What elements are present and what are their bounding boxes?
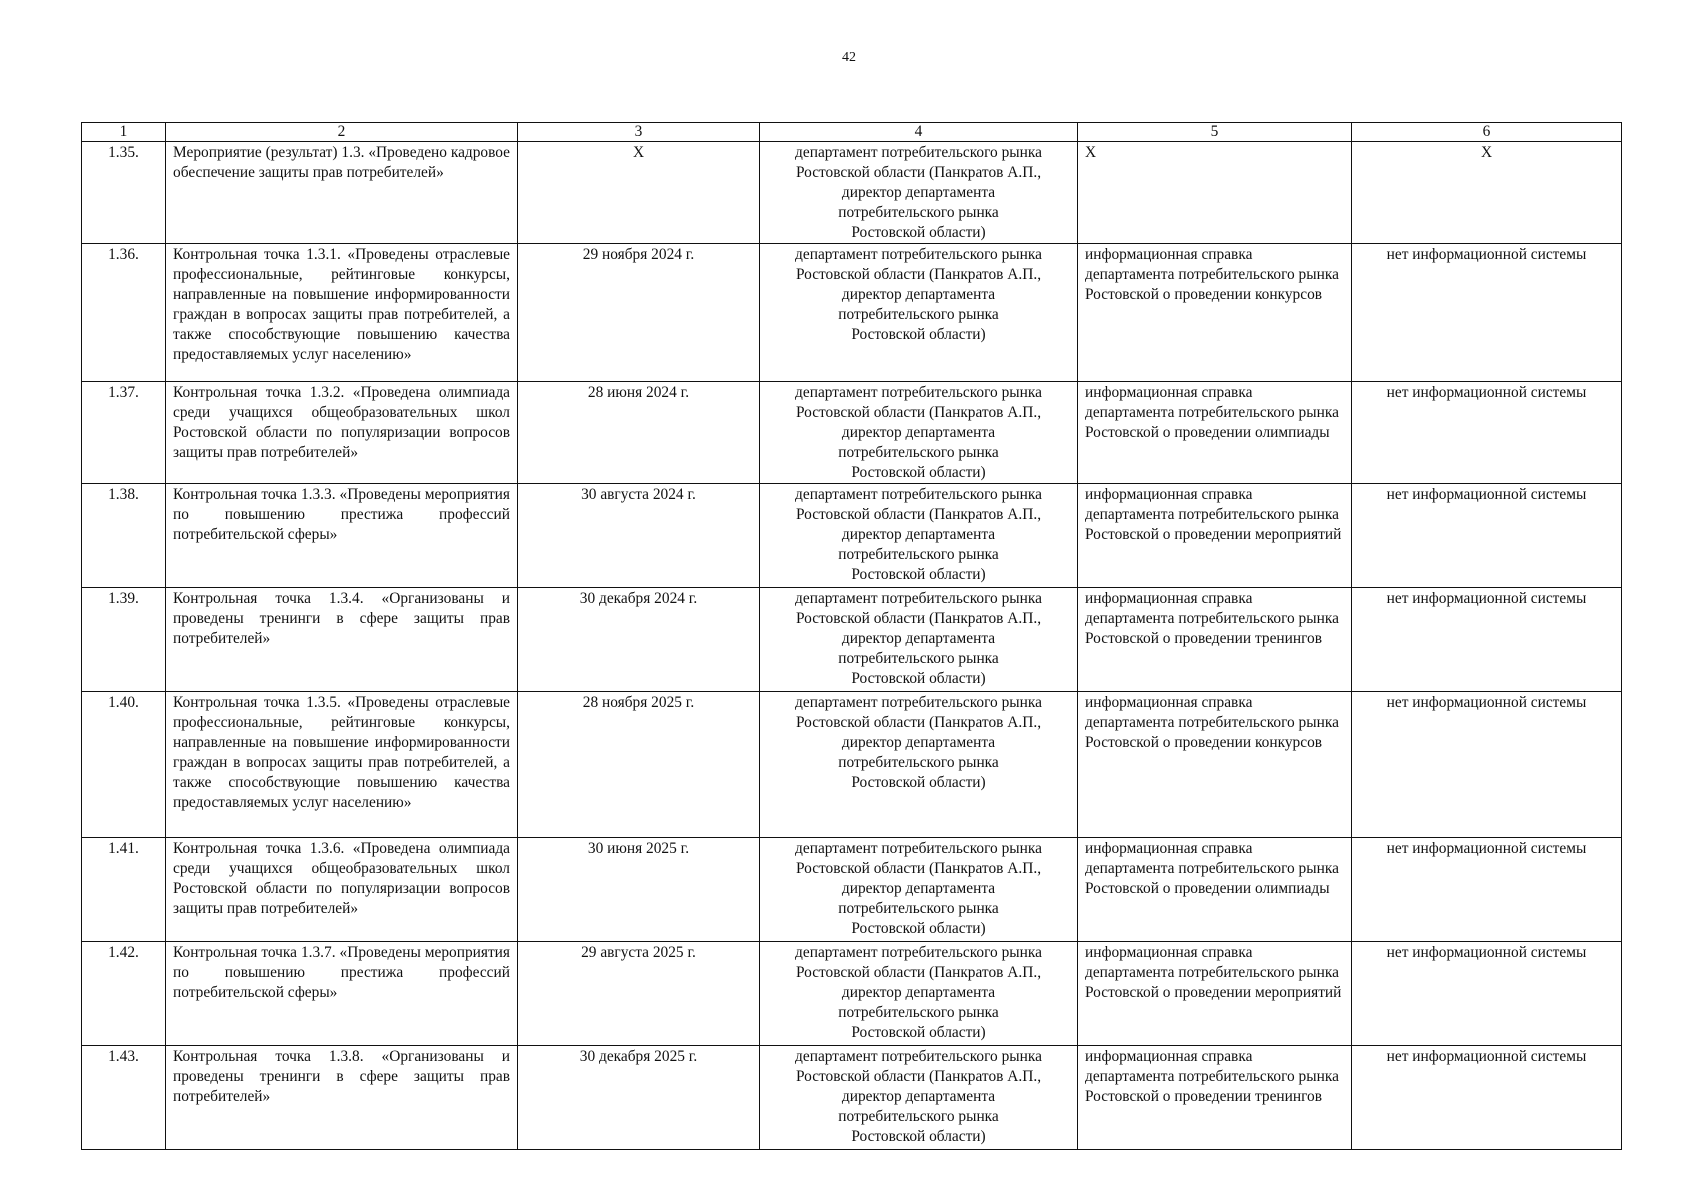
event-name: Контрольная точка 1.3.8. «Организованы и проведены тренинги в сфере защиты прав потребителей» (166, 1046, 518, 1150)
table-row (82, 142, 1622, 244)
responsible-line: Ростовской области) (851, 774, 986, 791)
event-name: Мероприятие (результат) 1.3. «Проведено кадровое обеспечение защиты прав потребителей» (166, 142, 518, 244)
responsible-line: департамент потребительского рынка (795, 590, 1042, 607)
responsible-line: Ростовской области (Панкратов А.П., (795, 506, 1042, 523)
responsible-line: потребительского рынка (838, 546, 999, 563)
responsible-line: Ростовской области (Панкратов А.П., (795, 404, 1042, 421)
due-date: 30 декабря 2024 г. (518, 588, 760, 692)
responsible-line: директор департамента (841, 1088, 996, 1105)
responsible-executor (760, 692, 1078, 838)
responsible-executor (760, 1046, 1078, 1150)
due-date: 28 июня 2024 г. (518, 382, 760, 484)
column-header: 2 (166, 123, 518, 142)
row-number: 1.39. (82, 588, 166, 692)
due-date: 28 ноября 2025 г. (518, 692, 760, 838)
table-row (82, 484, 1622, 588)
confirming-document: информационная справка департамента потребительского рынка Ростовской о проведении олимпиады (1078, 382, 1352, 484)
responsible-line: потребительского рынка (838, 1004, 999, 1021)
table-row (82, 382, 1622, 484)
responsible-line: потребительского рынка (838, 900, 999, 917)
page-number: 42 (842, 50, 856, 65)
information-system: нет информационной системы (1352, 692, 1622, 838)
event-name: Контрольная точка 1.3.2. «Проведена олимпиада среди учащихся общеобразовательных школ Ростовской области по популяризации вопросов защиты прав потребителей» (166, 382, 518, 484)
confirming-document: информационная справка департамента потребительского рынка Ростовской о проведении олимпиады (1078, 838, 1352, 942)
responsible-line: потребительского рынка (838, 306, 999, 323)
information-system: нет информационной системы (1352, 942, 1622, 1046)
table-row (82, 1046, 1622, 1150)
responsible-executor (760, 484, 1078, 588)
plan-table (81, 122, 1622, 1150)
responsible-line: директор департамента (841, 526, 996, 543)
responsible-line: Ростовской области) (851, 566, 986, 583)
information-system: нет информационной системы (1352, 838, 1622, 942)
confirming-document: информационная справка департамента потребительского рынка Ростовской о проведении тренингов (1078, 1046, 1352, 1150)
information-system: нет информационной системы (1352, 382, 1622, 484)
responsible-line: департамент потребительского рынка (795, 1048, 1042, 1065)
event-name: Контрольная точка 1.3.7. «Проведены мероприятия по повышению престижа профессий потребительской сферы» (166, 942, 518, 1046)
responsible-executor (760, 244, 1078, 382)
confirming-document: информационная справка департамента потребительского рынка Ростовской о проведении тренингов (1078, 588, 1352, 692)
row-number: 1.36. (82, 244, 166, 382)
responsible-line: Ростовской области (Панкратов А.П., (795, 964, 1042, 981)
event-name: Контрольная точка 1.3.6. «Проведена олимпиада среди учащихся общеобразовательных школ Ростовской области по популяризации вопросов защиты прав потребителей» (166, 838, 518, 942)
responsible-line: департамент потребительского рынка (795, 384, 1042, 401)
responsible-line: Ростовской области (Панкратов А.П., (795, 860, 1042, 877)
responsible-line: директор департамента (841, 630, 996, 647)
responsible-line: департамент потребительского рынка (795, 144, 1042, 161)
responsible-line: директор департамента (841, 286, 996, 303)
due-date: 30 июня 2025 г. (518, 838, 760, 942)
responsible-line: потребительского рынка (838, 444, 999, 461)
responsible-line: директор департамента (841, 984, 996, 1001)
information-system: нет информационной системы (1352, 588, 1622, 692)
confirming-document: информационная справка департамента потребительского рынка Ростовской о проведении мероприятий (1078, 942, 1352, 1046)
confirming-document: Х (1078, 142, 1352, 244)
column-number-row (82, 123, 1622, 142)
due-date: 30 декабря 2025 г. (518, 1046, 760, 1150)
row-number: 1.37. (82, 382, 166, 484)
responsible-line: Ростовской области) (851, 326, 986, 343)
responsible-line: директор департамента (841, 424, 996, 441)
information-system: нет информационной системы (1352, 244, 1622, 382)
confirming-document: информационная справка департамента потребительского рынка Ростовской о проведении конкурсов (1078, 244, 1352, 382)
due-date: 30 августа 2024 г. (518, 484, 760, 588)
event-name: Контрольная точка 1.3.3. «Проведены мероприятия по повышению престижа профессий потребительской сферы» (166, 484, 518, 588)
responsible-line: директор департамента (841, 184, 996, 201)
responsible-executor (760, 382, 1078, 484)
table-row (82, 244, 1622, 382)
table-row (82, 692, 1622, 838)
responsible-line: Ростовской области) (851, 1024, 986, 1041)
table-row (82, 588, 1622, 692)
confirming-document: информационная справка департамента потребительского рынка Ростовской о проведении мероприятий (1078, 484, 1352, 588)
responsible-line: департамент потребительского рынка (795, 486, 1042, 503)
responsible-line: Ростовской области (Панкратов А.П., (795, 164, 1042, 181)
responsible-line: департамент потребительского рынка (795, 694, 1042, 711)
event-name: Контрольная точка 1.3.5. «Проведены отраслевые профессиональные, рейтинговые конкурсы, направленные на повышение информированности граждан в вопросах защиты прав потребителей, а также способствующие повышению качества предоставляемых услуг населению» (166, 692, 518, 838)
responsible-line: департамент потребительского рынка (795, 840, 1042, 857)
responsible-executor (760, 942, 1078, 1046)
column-header: 5 (1078, 123, 1352, 142)
responsible-line: Ростовской области (Панкратов А.П., (795, 266, 1042, 283)
due-date: Х (518, 142, 760, 244)
responsible-line: директор департамента (841, 734, 996, 751)
responsible-line: потребительского рынка (838, 204, 999, 221)
column-header: 6 (1352, 123, 1622, 142)
responsible-line: потребительского рынка (838, 1108, 999, 1125)
row-number: 1.42. (82, 942, 166, 1046)
confirming-document: информационная справка департамента потребительского рынка Ростовской о проведении конкурсов (1078, 692, 1352, 838)
responsible-line: Ростовской области (Панкратов А.П., (795, 1068, 1042, 1085)
responsible-line: Ростовской области) (851, 464, 986, 481)
responsible-line: потребительского рынка (838, 754, 999, 771)
responsible-executor (760, 588, 1078, 692)
responsible-line: департамент потребительского рынка (795, 944, 1042, 961)
row-number: 1.35. (82, 142, 166, 244)
information-system: Х (1352, 142, 1622, 244)
event-name: Контрольная точка 1.3.1. «Проведены отраслевые профессиональные, рейтинговые конкурсы, направленные на повышение информированности граждан в вопросах защиты прав потребителей, а также способствующие повышению качества предоставляемых услуг населению» (166, 244, 518, 382)
information-system: нет информационной системы (1352, 1046, 1622, 1150)
row-number: 1.38. (82, 484, 166, 588)
column-header: 3 (518, 123, 760, 142)
responsible-line: директор департамента (841, 880, 996, 897)
column-header: 4 (760, 123, 1078, 142)
event-name: Контрольная точка 1.3.4. «Организованы и проведены тренинги в сфере защиты прав потребителей» (166, 588, 518, 692)
responsible-line: Ростовской области) (851, 920, 986, 937)
responsible-line: Ростовской области) (851, 224, 986, 241)
row-number: 1.40. (82, 692, 166, 838)
table-row (82, 838, 1622, 942)
responsible-line: Ростовской области (Панкратов А.П., (795, 610, 1042, 627)
row-number: 1.41. (82, 838, 166, 942)
information-system: нет информационной системы (1352, 484, 1622, 588)
responsible-line: потребительского рынка (838, 650, 999, 667)
due-date: 29 ноября 2024 г. (518, 244, 760, 382)
responsible-line: Ростовской области) (851, 1128, 986, 1145)
row-number: 1.43. (82, 1046, 166, 1150)
responsible-line: Ростовской области (Панкратов А.П., (795, 714, 1042, 731)
responsible-line: Ростовской области) (851, 670, 986, 687)
column-header: 1 (82, 123, 166, 142)
responsible-line: департамент потребительского рынка (795, 246, 1042, 263)
responsible-executor (760, 142, 1078, 244)
responsible-executor (760, 838, 1078, 942)
table-row (82, 942, 1622, 1046)
due-date: 29 августа 2025 г. (518, 942, 760, 1046)
